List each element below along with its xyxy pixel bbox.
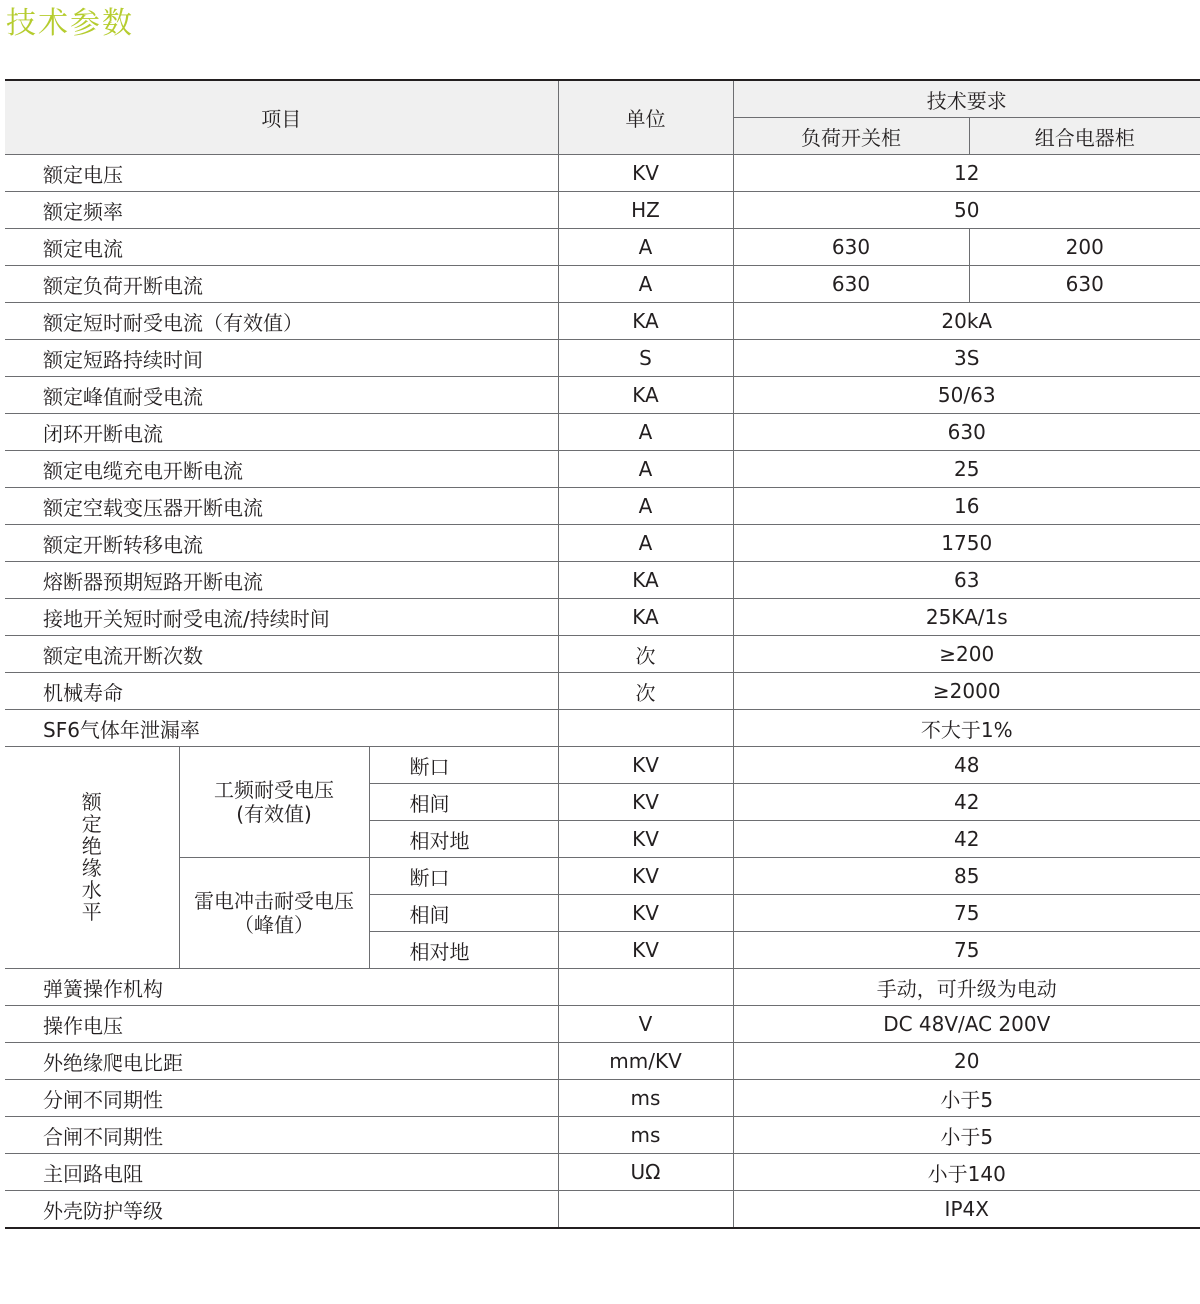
row-unit: A <box>558 451 733 488</box>
row-item: 外绝缘爬电比距 <box>5 1043 558 1080</box>
row-value: ≥2000 <box>733 673 1200 710</box>
row-item: 额定电流开断次数 <box>5 636 558 673</box>
insulation-group <box>179 858 369 969</box>
header-load-switch-cabinet: 负荷开关柜 <box>733 118 969 155</box>
row-unit <box>558 1191 733 1229</box>
row-item: 额定短路持续时间 <box>5 340 558 377</box>
insulation-subitem: 断口 <box>369 858 558 895</box>
row-value: 25KA/1s <box>733 599 1200 636</box>
table-row <box>5 488 1200 525</box>
table-row <box>5 1080 1200 1117</box>
row-unit <box>558 710 733 747</box>
row-value: 不大于1% <box>733 710 1200 747</box>
row-value: 75 <box>733 895 1200 932</box>
row-value: 20kA <box>733 303 1200 340</box>
table-row <box>5 229 1200 266</box>
row-unit: KV <box>558 858 733 895</box>
row-unit: KA <box>558 599 733 636</box>
row-unit: KV <box>558 747 733 784</box>
row-unit: 次 <box>558 636 733 673</box>
table-row <box>5 192 1200 229</box>
insulation-subitem: 相间 <box>369 784 558 821</box>
row-item: 闭环开断电流 <box>5 414 558 451</box>
row-unit: KV <box>558 895 733 932</box>
row-unit: KV <box>558 821 733 858</box>
row-unit: A <box>558 229 733 266</box>
row-item: 主回路电阻 <box>5 1154 558 1191</box>
table-row <box>5 155 1200 192</box>
row-value: 48 <box>733 747 1200 784</box>
row-unit: KA <box>558 377 733 414</box>
row-value: 小于5 <box>733 1117 1200 1154</box>
row-value-combined: 200 <box>969 229 1200 266</box>
insulation-group-note: （峰值） <box>234 913 314 937</box>
table-row <box>5 377 1200 414</box>
row-item: 额定空载变压器开断电流 <box>5 488 558 525</box>
row-unit <box>558 969 733 1006</box>
row-unit: 次 <box>558 673 733 710</box>
table-row <box>5 340 1200 377</box>
row-value: IP4X <box>733 1191 1200 1229</box>
row-unit: A <box>558 266 733 303</box>
row-value-combined: 630 <box>969 266 1200 303</box>
insulation-group <box>179 747 369 858</box>
row-value: ≥200 <box>733 636 1200 673</box>
insulation-level-label <box>5 747 179 969</box>
row-value: 63 <box>733 562 1200 599</box>
row-value: 630 <box>733 414 1200 451</box>
row-unit: UΩ <box>558 1154 733 1191</box>
row-item: 机械寿命 <box>5 673 558 710</box>
row-value: 16 <box>733 488 1200 525</box>
insulation-row <box>5 747 1200 784</box>
row-value: 20 <box>733 1043 1200 1080</box>
table-row <box>5 303 1200 340</box>
table-row <box>5 414 1200 451</box>
row-unit: A <box>558 488 733 525</box>
row-value: 1750 <box>733 525 1200 562</box>
header-item: 项目 <box>5 80 558 155</box>
table-row <box>5 1191 1200 1229</box>
row-unit: V <box>558 1006 733 1043</box>
table-header-row <box>5 80 1200 118</box>
row-unit: KA <box>558 303 733 340</box>
row-value: 50 <box>733 192 1200 229</box>
spec-table <box>5 79 1200 1229</box>
header-tech-requirements: 技术要求 <box>733 80 1200 118</box>
row-item: 合闸不同期性 <box>5 1117 558 1154</box>
table-row <box>5 710 1200 747</box>
row-item: 额定电缆充电开断电流 <box>5 451 558 488</box>
table-row <box>5 1006 1200 1043</box>
row-value: 50/63 <box>733 377 1200 414</box>
insulation-level-text: 额定绝缘水平 <box>81 790 102 924</box>
insulation-row <box>5 858 1200 895</box>
row-unit: KV <box>558 932 733 969</box>
table-row <box>5 1154 1200 1191</box>
table-row <box>5 266 1200 303</box>
row-unit: KV <box>558 155 733 192</box>
table-row <box>5 636 1200 673</box>
insulation-group-note: (有效值) <box>236 802 312 826</box>
row-item: 额定负荷开断电流 <box>5 266 558 303</box>
row-item: SF6气体年泄漏率 <box>5 710 558 747</box>
insulation-group-name: 工频耐受电压 <box>214 778 334 802</box>
row-item: 额定电压 <box>5 155 558 192</box>
row-item: 操作电压 <box>5 1006 558 1043</box>
row-item: 额定短时耐受电流（有效值） <box>5 303 558 340</box>
insulation-subitem: 断口 <box>369 747 558 784</box>
insulation-group-name: 雷电冲击耐受电压 <box>194 889 354 913</box>
row-value-load-switch: 630 <box>733 229 969 266</box>
row-unit: ms <box>558 1117 733 1154</box>
row-unit: HZ <box>558 192 733 229</box>
insulation-subitem: 相对地 <box>369 932 558 969</box>
insulation-subitem: 相间 <box>369 895 558 932</box>
table-row <box>5 562 1200 599</box>
row-value: 25 <box>733 451 1200 488</box>
table-row <box>5 1117 1200 1154</box>
row-value: 小于5 <box>733 1080 1200 1117</box>
row-item: 弹簧操作机构 <box>5 969 558 1006</box>
row-unit: ms <box>558 1080 733 1117</box>
row-value: 手动，可升级为电动 <box>733 969 1200 1006</box>
table-row <box>5 525 1200 562</box>
row-unit: S <box>558 340 733 377</box>
insulation-subitem: 相对地 <box>369 821 558 858</box>
header-unit: 单位 <box>558 80 733 155</box>
table-row <box>5 451 1200 488</box>
table-row <box>5 969 1200 1006</box>
header-combined-appliance-cabinet: 组合电器柜 <box>969 118 1200 155</box>
page-title: 技术参数 <box>6 6 134 41</box>
row-value: 42 <box>733 784 1200 821</box>
row-item: 额定电流 <box>5 229 558 266</box>
table-row <box>5 673 1200 710</box>
row-unit: A <box>558 414 733 451</box>
row-value: 42 <box>733 821 1200 858</box>
row-value: 3S <box>733 340 1200 377</box>
row-unit: A <box>558 525 733 562</box>
row-unit: mm/KV <box>558 1043 733 1080</box>
row-item: 额定峰值耐受电流 <box>5 377 558 414</box>
row-item: 额定频率 <box>5 192 558 229</box>
row-value: DC 48V/AC 200V <box>733 1006 1200 1043</box>
row-value-load-switch: 630 <box>733 266 969 303</box>
row-unit: KV <box>558 784 733 821</box>
row-value: 75 <box>733 932 1200 969</box>
row-value: 小于140 <box>733 1154 1200 1191</box>
row-value: 85 <box>733 858 1200 895</box>
row-item: 接地开关短时耐受电流/持续时间 <box>5 599 558 636</box>
row-value: 12 <box>733 155 1200 192</box>
row-item: 熔断器预期短路开断电流 <box>5 562 558 599</box>
row-item: 分闸不同期性 <box>5 1080 558 1117</box>
table-row <box>5 1043 1200 1080</box>
row-item: 额定开断转移电流 <box>5 525 558 562</box>
row-unit: KA <box>558 562 733 599</box>
table-row <box>5 599 1200 636</box>
row-item: 外壳防护等级 <box>5 1191 558 1229</box>
